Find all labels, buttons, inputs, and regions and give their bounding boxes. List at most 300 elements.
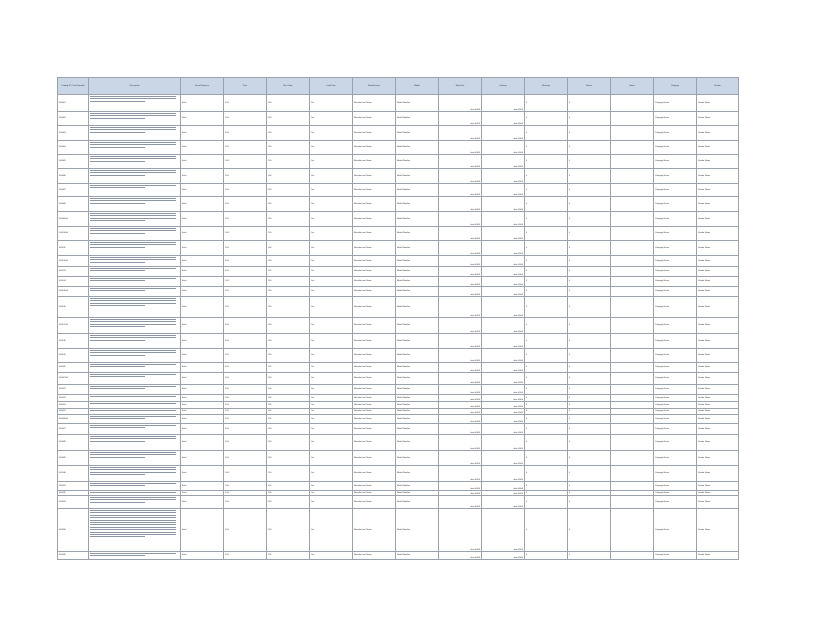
data-cell: 100 bbox=[267, 373, 310, 385]
data-cell: 0 bbox=[525, 197, 568, 212]
description-line bbox=[90, 396, 176, 397]
data-cell bbox=[611, 349, 654, 363]
data-cell: 100 bbox=[267, 241, 310, 256]
date-cell: date 00/00 bbox=[439, 402, 482, 409]
data-cell: Model Number bbox=[396, 482, 439, 491]
description-line bbox=[90, 244, 176, 245]
data-cell: 0 bbox=[568, 197, 611, 212]
data-cell: 0 bbox=[568, 415, 611, 424]
data-cell: Manufacturer Name bbox=[353, 409, 396, 415]
data-cell bbox=[611, 415, 654, 424]
date-cell: date 00/00 bbox=[482, 409, 525, 415]
data-cell: Category Name bbox=[654, 402, 697, 409]
description-line bbox=[90, 247, 145, 248]
data-cell: 1.00 bbox=[224, 496, 267, 509]
data-cell: 0 bbox=[568, 256, 611, 267]
data-cell: Yes bbox=[310, 112, 353, 126]
data-cell: 0 bbox=[525, 318, 568, 334]
data-cell: 100 bbox=[267, 385, 310, 395]
data-cell: 0 bbox=[525, 496, 568, 509]
data-cell: 0 bbox=[568, 402, 611, 409]
column-header[interactable]: Category bbox=[654, 78, 697, 95]
description-line bbox=[90, 352, 176, 353]
data-cell: Yes bbox=[310, 409, 353, 415]
description-cell bbox=[89, 155, 181, 169]
data-cell: Category Name bbox=[654, 318, 697, 334]
data-cell: Vendor Name bbox=[697, 169, 739, 184]
data-cell: Vendor Name bbox=[697, 227, 739, 241]
data-cell: Yes bbox=[310, 334, 353, 349]
data-cell: 100 bbox=[267, 287, 310, 297]
description-line bbox=[90, 175, 145, 176]
table-row[interactable] bbox=[58, 334, 739, 349]
data-cell: Each bbox=[181, 126, 224, 141]
column-header[interactable]: Delivery bbox=[482, 78, 525, 95]
data-cell: Model Number bbox=[396, 169, 439, 184]
description-line bbox=[90, 268, 176, 269]
table-row[interactable] bbox=[58, 363, 739, 373]
data-cell: 0 bbox=[568, 169, 611, 184]
table-row[interactable] bbox=[58, 155, 739, 169]
data-cell: Model Number bbox=[396, 466, 439, 482]
data-cell bbox=[611, 435, 654, 451]
data-cell: Manufacturer Name bbox=[353, 496, 396, 509]
description-cell bbox=[89, 141, 181, 155]
data-cell: 0 bbox=[568, 491, 611, 496]
data-cell: Manufacturer Name bbox=[353, 373, 396, 385]
table-row[interactable] bbox=[58, 212, 739, 227]
data-cell: Each bbox=[181, 197, 224, 212]
date-cell: date 00/00 bbox=[482, 155, 525, 169]
description-cell bbox=[89, 169, 181, 184]
description-line bbox=[90, 257, 176, 258]
table-row[interactable] bbox=[58, 402, 739, 409]
table-row[interactable] bbox=[58, 277, 739, 287]
data-cell: 1.00 bbox=[224, 409, 267, 415]
table-row[interactable] bbox=[58, 385, 739, 395]
data-cell: 0 bbox=[525, 141, 568, 155]
data-cell: 100 bbox=[267, 415, 310, 424]
description-cell bbox=[89, 241, 181, 256]
row-id-cell: 000030 bbox=[58, 466, 89, 482]
description-line bbox=[90, 472, 176, 473]
table-row[interactable] bbox=[58, 112, 739, 126]
description-cell bbox=[89, 402, 181, 409]
data-cell: Manufacturer Name bbox=[353, 277, 396, 287]
data-cell bbox=[611, 95, 654, 112]
description-cell bbox=[89, 385, 181, 395]
data-cell: 100 bbox=[267, 402, 310, 409]
column-header[interactable]: Unit of Measure bbox=[181, 78, 224, 95]
column-header[interactable]: Model bbox=[396, 78, 439, 95]
row-id-cell: 000022 bbox=[58, 385, 89, 395]
description-line bbox=[90, 218, 176, 219]
table-row[interactable] bbox=[58, 424, 739, 435]
data-cell bbox=[611, 184, 654, 197]
data-cell: Manufacturer Name bbox=[353, 155, 396, 169]
row-id-cell: 000009-A bbox=[58, 212, 89, 227]
date-cell: date 00/00 bbox=[439, 373, 482, 385]
data-cell: 1.00 bbox=[224, 451, 267, 466]
data-cell: Yes bbox=[310, 373, 353, 385]
table-row[interactable] bbox=[58, 169, 739, 184]
data-cell: 0 bbox=[525, 155, 568, 169]
data-cell: Each bbox=[181, 277, 224, 287]
data-cell: 100 bbox=[267, 184, 310, 197]
data-cell: 0 bbox=[525, 112, 568, 126]
data-cell: Yes bbox=[310, 415, 353, 424]
description-line bbox=[90, 305, 145, 306]
row-id-cell: 000014 bbox=[58, 277, 89, 287]
data-cell: Yes bbox=[310, 363, 353, 373]
data-cell: 100 bbox=[267, 256, 310, 267]
table-row[interactable] bbox=[58, 197, 739, 212]
table-row[interactable] bbox=[58, 435, 739, 451]
date-cell: date 00/00 bbox=[482, 334, 525, 349]
data-cell: Model Number bbox=[396, 256, 439, 267]
table-row[interactable] bbox=[58, 297, 739, 318]
table-row[interactable] bbox=[58, 256, 739, 267]
date-cell: date 00/00 bbox=[439, 349, 482, 363]
column-header[interactable]: Lead Time bbox=[310, 78, 353, 95]
date-cell: date 00/00 bbox=[439, 424, 482, 435]
description-line bbox=[90, 485, 145, 486]
description-line bbox=[90, 425, 176, 426]
data-cell: Vendor Name bbox=[697, 334, 739, 349]
data-cell: Model Number bbox=[396, 112, 439, 126]
data-cell: Vendor Name bbox=[697, 402, 739, 409]
data-cell: Yes bbox=[310, 169, 353, 184]
date-cell: date 00/00 bbox=[482, 169, 525, 184]
date-cell: date 00/00 bbox=[482, 184, 525, 197]
description-line bbox=[90, 355, 145, 356]
column-header[interactable]: Description bbox=[89, 78, 181, 95]
description-line bbox=[90, 298, 176, 299]
row-id-cell: 000032 bbox=[58, 491, 89, 496]
data-cell bbox=[611, 466, 654, 482]
data-cell: 1.00 bbox=[224, 552, 267, 560]
date-cell: date 00/00 bbox=[439, 409, 482, 415]
date-cell: date 00/00 bbox=[482, 277, 525, 287]
table-row[interactable] bbox=[58, 126, 739, 141]
data-cell: Each bbox=[181, 466, 224, 482]
description-line bbox=[90, 101, 145, 102]
column-header[interactable]: Status bbox=[568, 78, 611, 95]
table-row[interactable] bbox=[58, 349, 739, 363]
data-cell: Manufacturer Name bbox=[353, 227, 396, 241]
description-line bbox=[90, 270, 145, 271]
column-header[interactable]: Notes bbox=[611, 78, 654, 95]
data-cell: Manufacturer Name bbox=[353, 212, 396, 227]
data-cell: Yes bbox=[310, 402, 353, 409]
data-cell: 1.00 bbox=[224, 385, 267, 395]
data-cell: 0 bbox=[568, 241, 611, 256]
data-cell: Each bbox=[181, 212, 224, 227]
description-line bbox=[90, 98, 176, 99]
description-line bbox=[90, 510, 176, 511]
data-cell bbox=[611, 241, 654, 256]
data-cell: 100 bbox=[267, 141, 310, 155]
data-cell: Yes bbox=[310, 126, 353, 141]
data-cell: 100 bbox=[267, 212, 310, 227]
data-cell: 0 bbox=[568, 373, 611, 385]
description-line bbox=[90, 187, 145, 188]
data-cell: 0 bbox=[568, 141, 611, 155]
data-cell: 0 bbox=[525, 451, 568, 466]
description-line bbox=[90, 474, 145, 475]
table-row[interactable] bbox=[58, 552, 739, 560]
table-row[interactable] bbox=[58, 184, 739, 197]
data-cell: Category Name bbox=[654, 197, 697, 212]
description-cell bbox=[89, 349, 181, 363]
data-cell: Each bbox=[181, 424, 224, 435]
data-cell: 100 bbox=[267, 297, 310, 318]
description-line bbox=[90, 492, 176, 493]
description-line bbox=[90, 441, 145, 442]
description-line bbox=[90, 278, 176, 279]
data-cell: Each bbox=[181, 409, 224, 415]
description-line bbox=[90, 303, 176, 304]
data-cell: 0 bbox=[568, 184, 611, 197]
table-row[interactable] bbox=[58, 415, 739, 424]
data-cell: Yes bbox=[310, 385, 353, 395]
description-cell bbox=[89, 424, 181, 435]
data-cell bbox=[611, 509, 654, 552]
table-row[interactable] bbox=[58, 509, 739, 552]
data-cell: 0 bbox=[525, 363, 568, 373]
description-cell bbox=[89, 363, 181, 373]
row-id-cell: 000031 bbox=[58, 482, 89, 491]
column-header[interactable]: Ship Date bbox=[439, 78, 482, 95]
table-body bbox=[58, 95, 739, 560]
data-cell: Yes bbox=[310, 552, 353, 560]
data-cell: Category Name bbox=[654, 373, 697, 385]
table-row[interactable] bbox=[58, 227, 739, 241]
description-line bbox=[90, 340, 145, 341]
data-cell: 100 bbox=[267, 363, 310, 373]
data-cell bbox=[611, 552, 654, 560]
data-cell: Manufacturer Name bbox=[353, 256, 396, 267]
data-cell: Category Name bbox=[654, 256, 697, 267]
data-cell: 0 bbox=[568, 227, 611, 241]
data-cell: Category Name bbox=[654, 297, 697, 318]
column-header[interactable]: Vendor bbox=[697, 78, 739, 95]
description-cell bbox=[89, 126, 181, 141]
description-line bbox=[90, 96, 176, 97]
data-cell: Manufacturer Name bbox=[353, 482, 396, 491]
description-line bbox=[90, 132, 145, 133]
data-cell: Category Name bbox=[654, 385, 697, 395]
table-row[interactable] bbox=[58, 141, 739, 155]
description-line bbox=[90, 127, 176, 128]
data-cell: Manufacturer Name bbox=[353, 451, 396, 466]
date-cell: date 00/00 bbox=[439, 241, 482, 256]
description-line bbox=[90, 512, 176, 513]
data-cell: Model Number bbox=[396, 267, 439, 277]
data-cell: Model Number bbox=[396, 95, 439, 112]
column-header[interactable]: Warranty bbox=[525, 78, 568, 95]
row-id-cell: 000015-A bbox=[58, 287, 89, 297]
date-cell: date 00/00 bbox=[439, 197, 482, 212]
data-cell: Manufacturer Name bbox=[353, 402, 396, 409]
data-cell: Each bbox=[181, 297, 224, 318]
data-cell: Manufacturer Name bbox=[353, 241, 396, 256]
description-line bbox=[90, 129, 176, 130]
data-cell: Each bbox=[181, 184, 224, 197]
data-cell: 0 bbox=[525, 552, 568, 560]
table-row[interactable] bbox=[58, 395, 739, 402]
date-cell: date 00/00 bbox=[439, 277, 482, 287]
data-cell: 1.00 bbox=[224, 256, 267, 267]
date-cell: date 00/00 bbox=[482, 95, 525, 112]
description-cell bbox=[89, 466, 181, 482]
table-row[interactable] bbox=[58, 466, 739, 482]
table-row[interactable] bbox=[58, 241, 739, 256]
date-cell: date 00/00 bbox=[482, 466, 525, 482]
data-cell: Yes bbox=[310, 212, 353, 227]
date-cell: date 00/00 bbox=[482, 415, 525, 424]
data-cell: Yes bbox=[310, 451, 353, 466]
data-cell bbox=[611, 373, 654, 385]
description-line bbox=[90, 242, 176, 243]
table-row[interactable] bbox=[58, 95, 739, 112]
table-row[interactable] bbox=[58, 496, 739, 509]
row-id-cell: 000034 bbox=[58, 509, 89, 552]
description-cell bbox=[89, 184, 181, 197]
data-cell: 100 bbox=[267, 95, 310, 112]
column-header[interactable]: Min Order bbox=[267, 78, 310, 95]
data-cell: Yes bbox=[310, 227, 353, 241]
date-cell: date 00/00 bbox=[482, 267, 525, 277]
data-cell: 0 bbox=[525, 95, 568, 112]
description-cell bbox=[89, 256, 181, 267]
date-cell: date 00/00 bbox=[482, 491, 525, 496]
data-cell: 1.00 bbox=[224, 241, 267, 256]
data-cell: 100 bbox=[267, 318, 310, 334]
data-cell: 100 bbox=[267, 509, 310, 552]
description-line bbox=[90, 280, 145, 281]
description-line bbox=[90, 553, 176, 554]
description-line bbox=[90, 515, 176, 516]
data-cell: Vendor Name bbox=[697, 155, 739, 169]
data-cell: Each bbox=[181, 169, 224, 184]
data-cell: Manufacturer Name bbox=[353, 126, 396, 141]
date-cell: date 00/00 bbox=[439, 287, 482, 297]
data-cell: Category Name bbox=[654, 126, 697, 141]
date-cell: date 00/00 bbox=[482, 318, 525, 334]
data-cell bbox=[611, 318, 654, 334]
data-cell: Yes bbox=[310, 435, 353, 451]
data-cell: Vendor Name bbox=[697, 415, 739, 424]
data-cell: Category Name bbox=[654, 155, 697, 169]
description-cell bbox=[89, 297, 181, 318]
description-line bbox=[90, 527, 176, 528]
description-line bbox=[90, 324, 176, 325]
data-cell: 0 bbox=[525, 509, 568, 552]
description-line bbox=[90, 529, 176, 530]
data-cell: 0 bbox=[568, 212, 611, 227]
data-cell: Vendor Name bbox=[697, 385, 739, 395]
column-header[interactable]: Manufacturer bbox=[353, 78, 396, 95]
row-id-cell: 000006 bbox=[58, 169, 89, 184]
data-cell: 0 bbox=[568, 435, 611, 451]
data-cell: Vendor Name bbox=[697, 466, 739, 482]
description-line bbox=[90, 555, 145, 556]
description-line bbox=[90, 161, 145, 162]
table-row[interactable] bbox=[58, 267, 739, 277]
data-cell: Each bbox=[181, 415, 224, 424]
data-cell: 0 bbox=[525, 395, 568, 402]
data-cell: 0 bbox=[525, 409, 568, 415]
column-header[interactable]: Price bbox=[224, 78, 267, 95]
column-header[interactable]: Catalog ID / Parts Number bbox=[58, 78, 89, 95]
data-cell: 0 bbox=[525, 491, 568, 496]
data-cell: Manufacturer Name bbox=[353, 334, 396, 349]
data-cell: 0 bbox=[525, 267, 568, 277]
description-line bbox=[90, 185, 176, 186]
date-cell: date 00/00 bbox=[482, 227, 525, 241]
date-cell: date 00/00 bbox=[482, 552, 525, 560]
data-cell: 1.00 bbox=[224, 112, 267, 126]
date-cell: date 00/00 bbox=[439, 267, 482, 277]
data-cell: Yes bbox=[310, 141, 353, 155]
data-cell: Manufacturer Name bbox=[353, 363, 396, 373]
data-cell bbox=[611, 424, 654, 435]
table-row[interactable] bbox=[58, 451, 739, 466]
data-cell: Manufacturer Name bbox=[353, 491, 396, 496]
data-cell: Vendor Name bbox=[697, 424, 739, 435]
data-cell: 100 bbox=[267, 482, 310, 491]
description-cell bbox=[89, 212, 181, 227]
date-cell: date 00/00 bbox=[439, 552, 482, 560]
table-row[interactable] bbox=[58, 318, 739, 334]
row-id-cell: 000029 bbox=[58, 451, 89, 466]
row-id-cell: 000011 bbox=[58, 241, 89, 256]
data-cell: 1.00 bbox=[224, 318, 267, 334]
description-line bbox=[90, 499, 176, 500]
table-row[interactable] bbox=[58, 287, 739, 297]
data-cell: Each bbox=[181, 256, 224, 267]
description-line bbox=[90, 497, 176, 498]
description-cell bbox=[89, 318, 181, 334]
data-cell: Vendor Name bbox=[697, 373, 739, 385]
table-row[interactable] bbox=[58, 482, 739, 491]
date-cell: date 00/00 bbox=[439, 169, 482, 184]
description-line bbox=[90, 144, 176, 145]
row-id-cell: 000012-A bbox=[58, 256, 89, 267]
data-cell: Vendor Name bbox=[697, 451, 739, 466]
table-row[interactable] bbox=[58, 373, 739, 385]
data-cell: Model Number bbox=[396, 385, 439, 395]
data-cell: 0 bbox=[525, 184, 568, 197]
description-line bbox=[90, 220, 145, 221]
data-cell: Manufacturer Name bbox=[353, 385, 396, 395]
row-id-cell: 000025 bbox=[58, 409, 89, 415]
data-cell: Each bbox=[181, 112, 224, 126]
data-cell: Category Name bbox=[654, 95, 697, 112]
header-row bbox=[58, 78, 739, 95]
data-cell: Yes bbox=[310, 424, 353, 435]
date-cell: date 00/00 bbox=[482, 424, 525, 435]
data-cell: Category Name bbox=[654, 267, 697, 277]
data-cell: Category Name bbox=[654, 466, 697, 482]
data-cell: Vendor Name bbox=[697, 318, 739, 334]
row-id-cell: 000028 bbox=[58, 435, 89, 451]
row-id-cell: 000016 bbox=[58, 297, 89, 318]
row-id-cell: 000021-A bbox=[58, 373, 89, 385]
description-line bbox=[90, 524, 176, 525]
description-cell bbox=[89, 267, 181, 277]
